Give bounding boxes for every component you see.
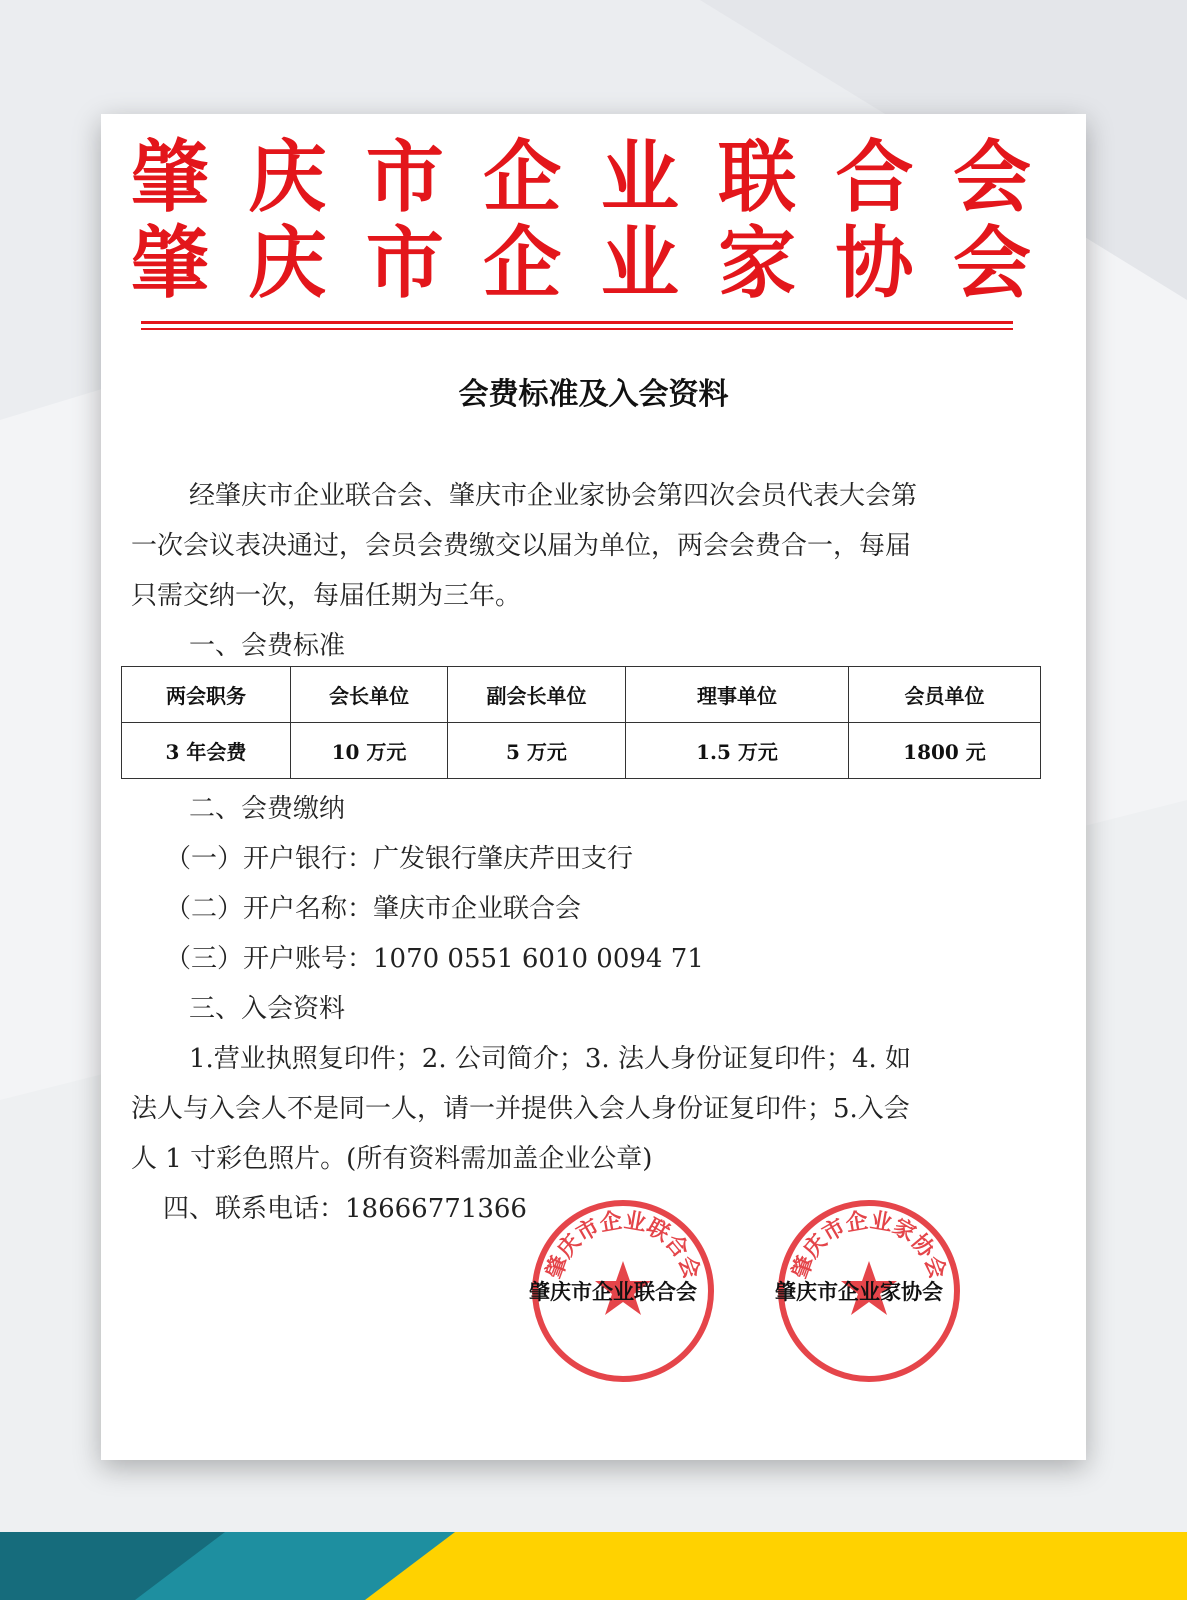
header-char: 市 — [365, 218, 444, 309]
signature-right: 肇庆市企业家协会 — [775, 1279, 943, 1304]
table-row — [122, 723, 1041, 779]
header-char: 肇 — [131, 218, 210, 309]
header-char: 合 — [835, 132, 914, 223]
header-char: 联 — [718, 132, 797, 223]
signature-left: 肇庆市企业联合会 — [529, 1279, 697, 1304]
account-number: （三）开户账号：1070 0551 6010 0094 71 — [165, 944, 704, 974]
header-char: 业 — [600, 218, 679, 309]
document-title: 会费标准及入会资料 — [458, 377, 729, 412]
header-char: 企 — [483, 218, 562, 309]
header-title-line-2 — [131, 218, 1031, 309]
materials-line-3: 人 1 寸彩色照片。(所有资料需加盖企业公章) — [131, 1144, 653, 1174]
seal-right-text: 肇庆市企业家协会 — [787, 1207, 951, 1283]
header-char: 业 — [600, 132, 679, 223]
bank-name: （一）开户银行：广发银行肇庆芹田支行 — [165, 844, 634, 874]
table-header-cell: 会员单位 — [849, 667, 1041, 723]
intro-line-2: 一次会议表决通过，会员会费缴交以届为单位，两会会费合一，每届 — [131, 531, 912, 561]
seal-left-text: 肇庆市企业联合会 — [541, 1207, 705, 1283]
contact-phone: 四、联系电话：18666771366 — [163, 1194, 527, 1224]
header-char: 企 — [483, 132, 562, 223]
table-cell: 3 年会费 — [122, 723, 291, 779]
account-name: （二）开户名称：肇庆市企业联合会 — [165, 894, 582, 924]
header-char: 庆 — [248, 132, 327, 223]
section-3-heading: 三、入会资料 — [189, 994, 346, 1024]
document-sheet — [101, 114, 1086, 1460]
header-rule-thick — [141, 321, 1013, 324]
header-char: 肇 — [131, 132, 210, 223]
header-char: 会 — [952, 132, 1031, 223]
intro-line-3: 只需交纳一次，每届任期为三年。 — [131, 581, 522, 611]
table-row — [122, 667, 1041, 723]
intro-line-1: 经肇庆市企业联合会、肇庆市企业家协会第四次会员代表大会第 — [189, 481, 918, 511]
header-rule-thin — [141, 328, 1013, 330]
header-char: 市 — [365, 132, 444, 223]
header-title-line-1 — [131, 132, 1031, 223]
table-cell: 10 万元 — [291, 723, 448, 779]
table-header-cell: 两会职务 — [122, 667, 291, 723]
header-char: 家 — [718, 218, 797, 309]
header-char: 会 — [952, 218, 1031, 309]
table-header-cell: 理事单位 — [626, 667, 849, 723]
header-char: 庆 — [248, 218, 327, 309]
header-char: 协 — [835, 218, 914, 309]
section-2-heading: 二、会费缴纳 — [189, 794, 346, 824]
table-cell: 5 万元 — [448, 723, 626, 779]
table-cell: 1800 元 — [849, 723, 1041, 779]
table-cell: 1.5 万元 — [626, 723, 849, 779]
section-1-heading: 一、会费标准 — [189, 631, 346, 661]
fee-table — [121, 666, 1041, 779]
table-header-cell: 会长单位 — [291, 667, 448, 723]
table-header-cell: 副会长单位 — [448, 667, 626, 723]
materials-line-2: 法人与入会人不是同一人，请一并提供入会人身份证复印件；5.入会 — [131, 1094, 910, 1124]
materials-line-1: 1.营业执照复印件；2. 公司简介；3. 法人身份证复印件；4. 如 — [189, 1044, 912, 1074]
